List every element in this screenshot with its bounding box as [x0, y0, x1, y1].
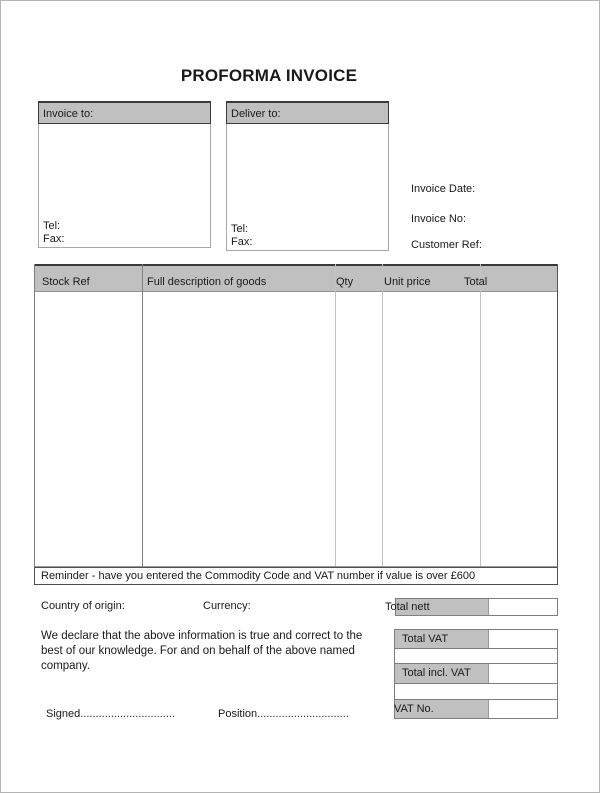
- declaration-line-3: company.: [41, 660, 91, 672]
- declaration-text: [41, 629, 362, 674]
- total-incl-vat-label: Total incl. VAT: [402, 667, 471, 679]
- deliver-to-fax-label: Fax:: [231, 236, 253, 248]
- totals-spacer: [394, 649, 558, 663]
- declaration-line-1: We declare that the above information is true and correct to the: [41, 630, 363, 642]
- column-header-stock-ref: Stock Ref: [42, 276, 90, 288]
- column-header-qty: Qty: [336, 276, 354, 288]
- column-divider-description: [335, 264, 336, 566]
- deliver-to-tel-label: Tel:: [231, 223, 249, 235]
- column-header-total: Total: [464, 276, 488, 288]
- invoice-to-header: Invoice to:: [38, 101, 211, 124]
- invoice-date-label: Invoice Date:: [411, 183, 476, 195]
- page-title: PROFORMA INVOICE: [180, 66, 358, 85]
- deliver-to-address-field[interactable]: [226, 124, 389, 251]
- invoice-to-fax-label: Fax:: [43, 233, 65, 245]
- total-vat-value-field[interactable]: [489, 630, 557, 648]
- customer-ref-label: Customer Ref:: [411, 239, 482, 251]
- column-divider-unit-price: [480, 264, 481, 566]
- invoice-to-tel-label: Tel:: [43, 220, 61, 232]
- column-divider-qty: [382, 264, 383, 566]
- items-table: [34, 264, 558, 567]
- invoice-to-box: [38, 101, 211, 248]
- total-vat-label: Total VAT: [402, 633, 449, 645]
- vat-no-value-field[interactable]: [489, 700, 557, 718]
- column-header-unit-price: Unit price: [384, 276, 431, 288]
- total-nett-label: Total nett: [385, 601, 430, 613]
- signed-line[interactable]: Signed...............................: [46, 708, 175, 720]
- total-incl-vat-row: [394, 663, 558, 684]
- country-of-origin-label: Country of origin:: [41, 600, 125, 612]
- vat-no-row: [394, 699, 558, 719]
- total-nett-value-field[interactable]: [489, 599, 557, 615]
- invoice-no-label: Invoice No:: [411, 213, 467, 225]
- declaration-line-2: best of our knowledge. For and on behalf of the above named: [41, 645, 355, 657]
- totals-spacer: [394, 684, 558, 699]
- total-incl-vat-value-field[interactable]: [489, 664, 557, 683]
- column-divider-stock-ref: [142, 264, 143, 566]
- column-header-description: Full description of goods: [147, 276, 267, 288]
- reminder-row: Reminder - have you entered the Commodity Code and VAT number if value is over £600: [34, 567, 558, 585]
- currency-label: Currency:: [203, 600, 251, 612]
- vat-no-label: VAT No.: [394, 703, 434, 715]
- position-line[interactable]: Position..............................: [218, 708, 349, 720]
- total-vat-row: [394, 629, 558, 649]
- invoice-to-address-field[interactable]: [38, 124, 211, 248]
- totals-group: [394, 629, 558, 719]
- items-entry-area[interactable]: [35, 292, 557, 566]
- deliver-to-header: Deliver to:: [226, 101, 389, 124]
- deliver-to-box: [226, 101, 389, 251]
